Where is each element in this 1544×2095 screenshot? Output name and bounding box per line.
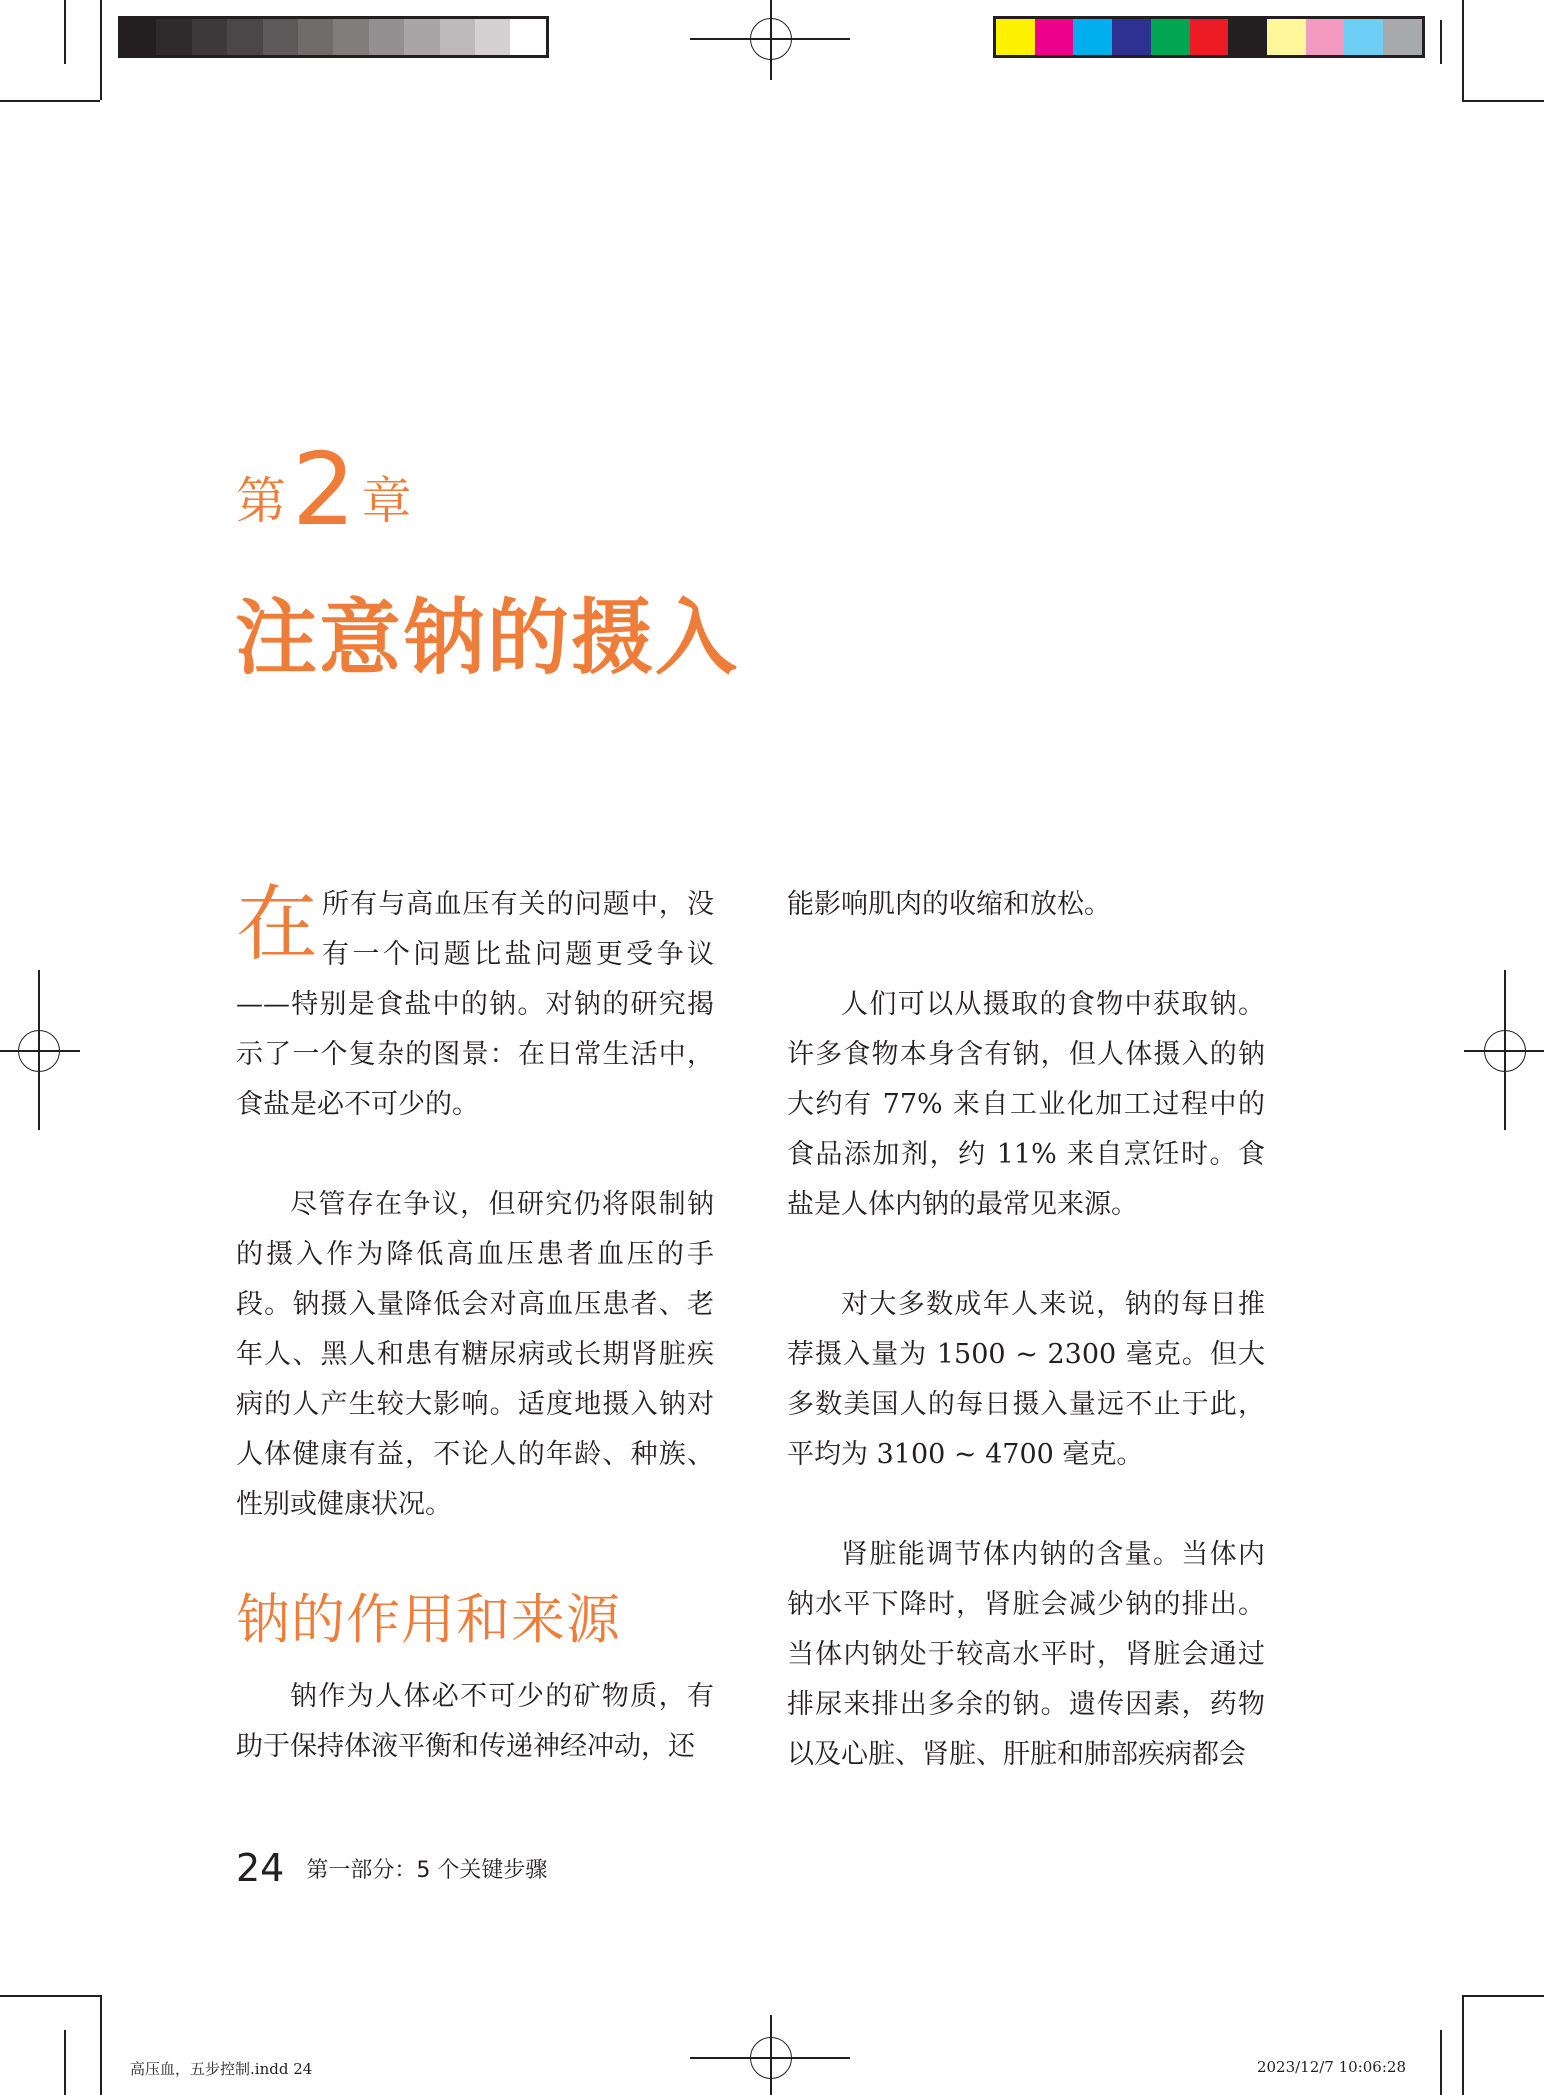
color-swatch: [1190, 19, 1229, 55]
paragraph: 人们可以从摄取的食物中获取钠。许多食物本身含有钠，但人体摄入的钠大约有 77% 来自工业化加工过程中的食品添加剂，约 11% 来自烹饪时。食盐是人体内钠的最常见来源。: [787, 989, 1265, 1220]
crop-mark: [0, 1995, 100, 1997]
chapter-label: [236, 431, 412, 548]
color-swatch: [996, 19, 1035, 55]
color-swatch: [1383, 19, 1422, 55]
color-swatch: [1306, 19, 1345, 55]
registration-mark-left: [0, 970, 80, 1130]
crop-mark: [1462, 100, 1544, 102]
chapter-title: 注意钠的摄入: [235, 591, 740, 686]
crop-mark: [1462, 1995, 1464, 2095]
gray-swatch: [333, 19, 368, 55]
color-swatch: [1035, 19, 1074, 55]
crop-mark: [64, 0, 66, 64]
registration-mark-bottom: [690, 2015, 850, 2095]
page-number: 24: [236, 1846, 285, 1890]
page-footer: [236, 1846, 547, 1890]
chapter-number: 2: [292, 431, 356, 548]
color-control-bar: [993, 16, 1425, 58]
gray-swatch: [369, 19, 404, 55]
color-swatch: [1228, 19, 1267, 55]
crop-mark: [64, 2030, 66, 2095]
paragraph: 钠作为人体必不可少的矿物质，有助于保持体液平衡和传递神经冲动，还: [236, 1681, 714, 1762]
crop-mark: [1462, 0, 1464, 100]
slug-file-info: 高压血，五步控制.indd 24: [130, 2060, 313, 2078]
crop-mark: [100, 1995, 102, 2095]
gray-swatch: [121, 19, 156, 55]
right-column: [787, 880, 1265, 1830]
slug-timestamp: 2023/12/7 10:06:28: [1256, 2058, 1406, 2076]
crop-mark: [0, 100, 100, 102]
gray-swatch: [475, 19, 510, 55]
gray-swatch: [156, 19, 191, 55]
color-swatch: [1073, 19, 1112, 55]
paragraph: 能影响肌肉的收缩和放松。: [787, 889, 1111, 920]
color-swatch: [1112, 19, 1151, 55]
crop-mark: [1462, 1995, 1544, 1997]
left-column: [236, 877, 714, 1822]
paragraph: 肾脏能调节体内钠的含量。当体内钠水平下降时，肾脏会减少钠的排出。当体内钠处于较高水平时，肾脏会通过排尿来排出多余的钠。遗传因素，药物以及心脏、肾脏、肝脏和肺部疾病都会: [787, 1539, 1265, 1770]
paragraph-text: 所有与高血压有关的问题中，没有一个问题比盐问题更受争议——特别是食盐中的钠。对钠的研究揭示了一个复杂的图景：在日常生活中，食盐是必不可少的。: [236, 889, 714, 1120]
part-title: 第一部分：5 个关键步骤: [306, 1857, 548, 1883]
color-swatch: [1344, 19, 1383, 55]
chapter-label-suffix: 章: [361, 472, 412, 530]
registration-mark-top: [690, 0, 850, 80]
paragraph: 尽管存在争议，但研究仍将限制钠的摄入作为降低高血压患者血压的手段。钠摄入量降低会对高血压患者、老年人、黑人和患有糖尿病或长期肾脏疾病的人产生较大影响。适度地摄入钠对人体健康有益，不论人的年龄、种族、性别或健康状况。: [236, 1189, 714, 1520]
crop-mark: [100, 0, 102, 100]
gray-swatch: [404, 19, 439, 55]
registration-mark-right: [1464, 970, 1544, 1130]
gray-swatch: [510, 19, 545, 55]
drop-cap: 在: [236, 877, 319, 972]
section-heading: 钠的作用和来源: [236, 1588, 621, 1651]
crop-mark: [1440, 2030, 1442, 2095]
gray-swatch: [440, 19, 475, 55]
paragraph: [236, 877, 714, 1130]
color-swatch: [1267, 19, 1306, 55]
gray-swatch: [192, 19, 227, 55]
gray-swatch: [227, 19, 262, 55]
grayscale-control-bar: [118, 16, 549, 58]
gray-swatch: [298, 19, 333, 55]
chapter-label-prefix: 第: [236, 472, 286, 530]
paragraph: 对大多数成年人来说，钠的每日推荐摄入量为 1500 ~ 2300 毫克。但大多数美国人的每日摄入量远不止于此，平均为 3100 ~ 4700 毫克。: [787, 1289, 1265, 1470]
crop-mark: [1440, 20, 1442, 64]
color-swatch: [1151, 19, 1190, 55]
gray-swatch: [263, 19, 298, 55]
